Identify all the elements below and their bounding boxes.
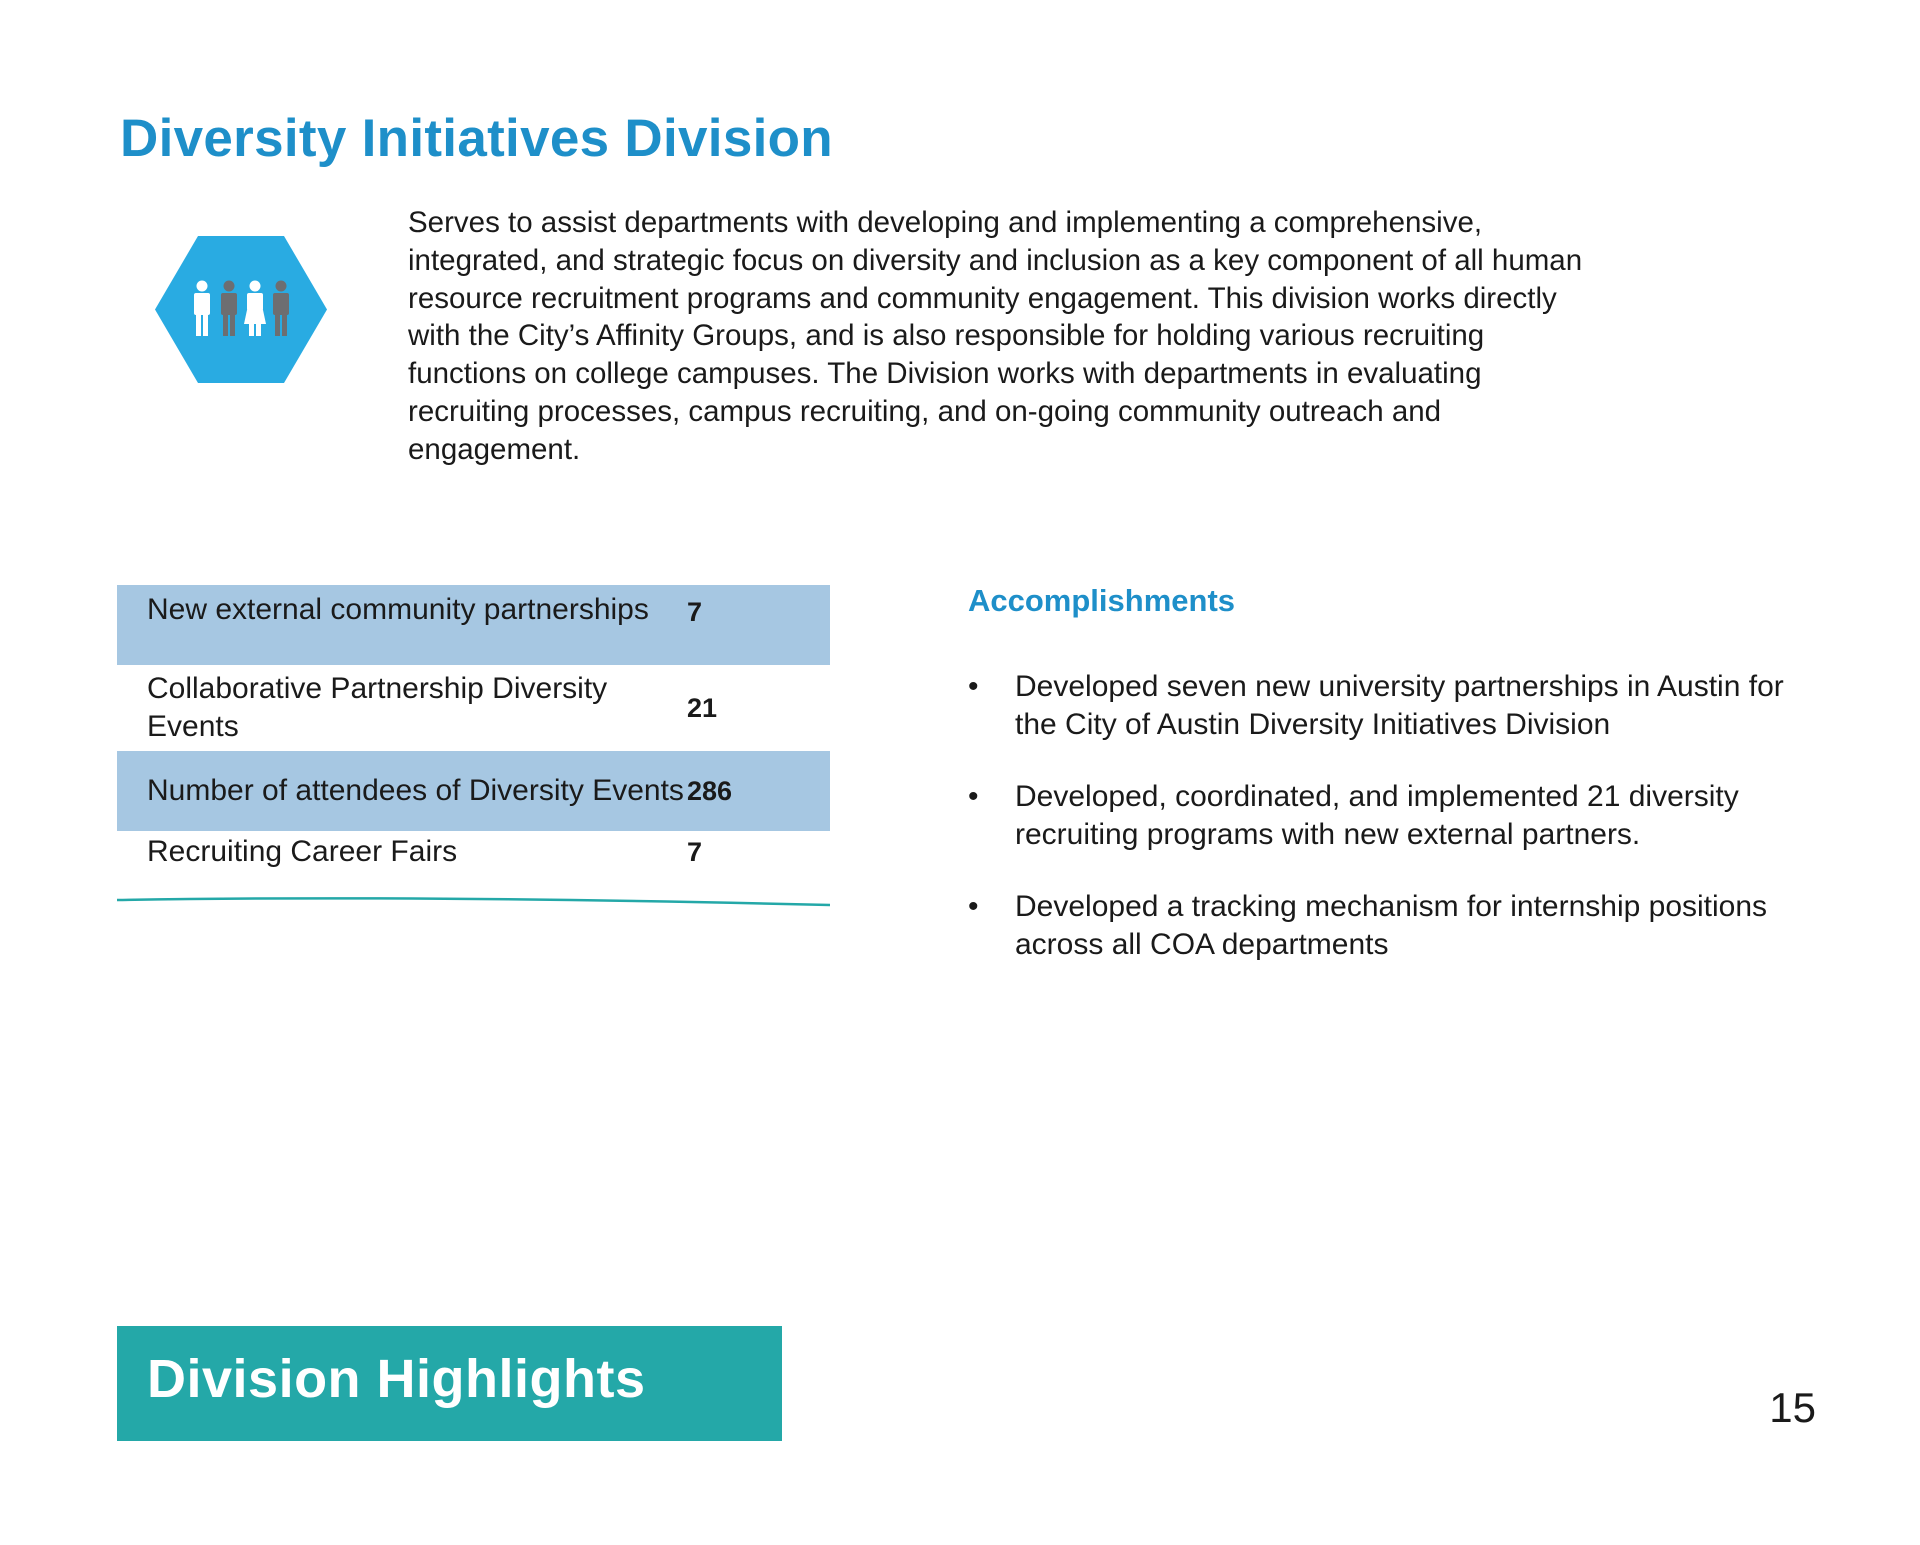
accomplishment-text: Developed seven new university partnerships in Austin for the City of Austin Diversity Initiatives Division (1015, 670, 1784, 741)
bullet-icon: • (968, 780, 979, 813)
division-description: Serves to assist departments with developing and implementing a comprehensive, integrated, and strategic focus on diversity and inclusion as a key component of all human resource recruitment programs and community engagement. This division works directly with the City’s Affinity Groups, and is also responsible for holding various recruiting functions on college campuses. The Division works with departments in evaluating recruiting processes, campus recruiting, and on-going community outreach and engagement. (408, 206, 1583, 466)
page-title: Diversity Initiatives Division (120, 109, 833, 168)
stat-value: 7 (687, 837, 703, 867)
division-highlights-banner (117, 1326, 782, 1441)
table-row (117, 831, 830, 883)
stat-label: Collaborative Partnership Diversity Events (147, 672, 608, 743)
hexagon-shape (155, 236, 327, 383)
table-row (117, 665, 830, 751)
page-number: 15 (1769, 1384, 1816, 1431)
stat-value: 21 (687, 693, 718, 723)
stat-label: New external community partnerships (117, 585, 687, 665)
list-item (968, 888, 1788, 963)
people-group-icon (155, 236, 327, 383)
stat-label: Recruiting Career Fairs (147, 835, 458, 868)
stat-value: 7 (687, 585, 830, 665)
accomplishments-heading: Accomplishments (968, 583, 1236, 618)
stat-value: 286 (687, 751, 830, 831)
accomplishment-text: Developed, coordinated, and implemented 21 diversity recruiting programs with new external partners. (1015, 780, 1739, 851)
accomplishment-text: Developed a tracking mechanism for internship positions across all COA departments (1015, 890, 1768, 961)
list-item (968, 778, 1788, 853)
stats-table (117, 585, 830, 883)
table-row (117, 751, 830, 831)
table-bottom-rule (117, 895, 830, 909)
banner-label: Division Highlights (147, 1349, 646, 1409)
table-row (117, 585, 830, 665)
accomplishments-list (968, 668, 1788, 998)
bullet-icon: • (968, 670, 979, 703)
bullet-icon: • (968, 890, 979, 923)
stat-label: Number of attendees of Diversity Events (117, 751, 687, 831)
list-item (968, 668, 1788, 743)
